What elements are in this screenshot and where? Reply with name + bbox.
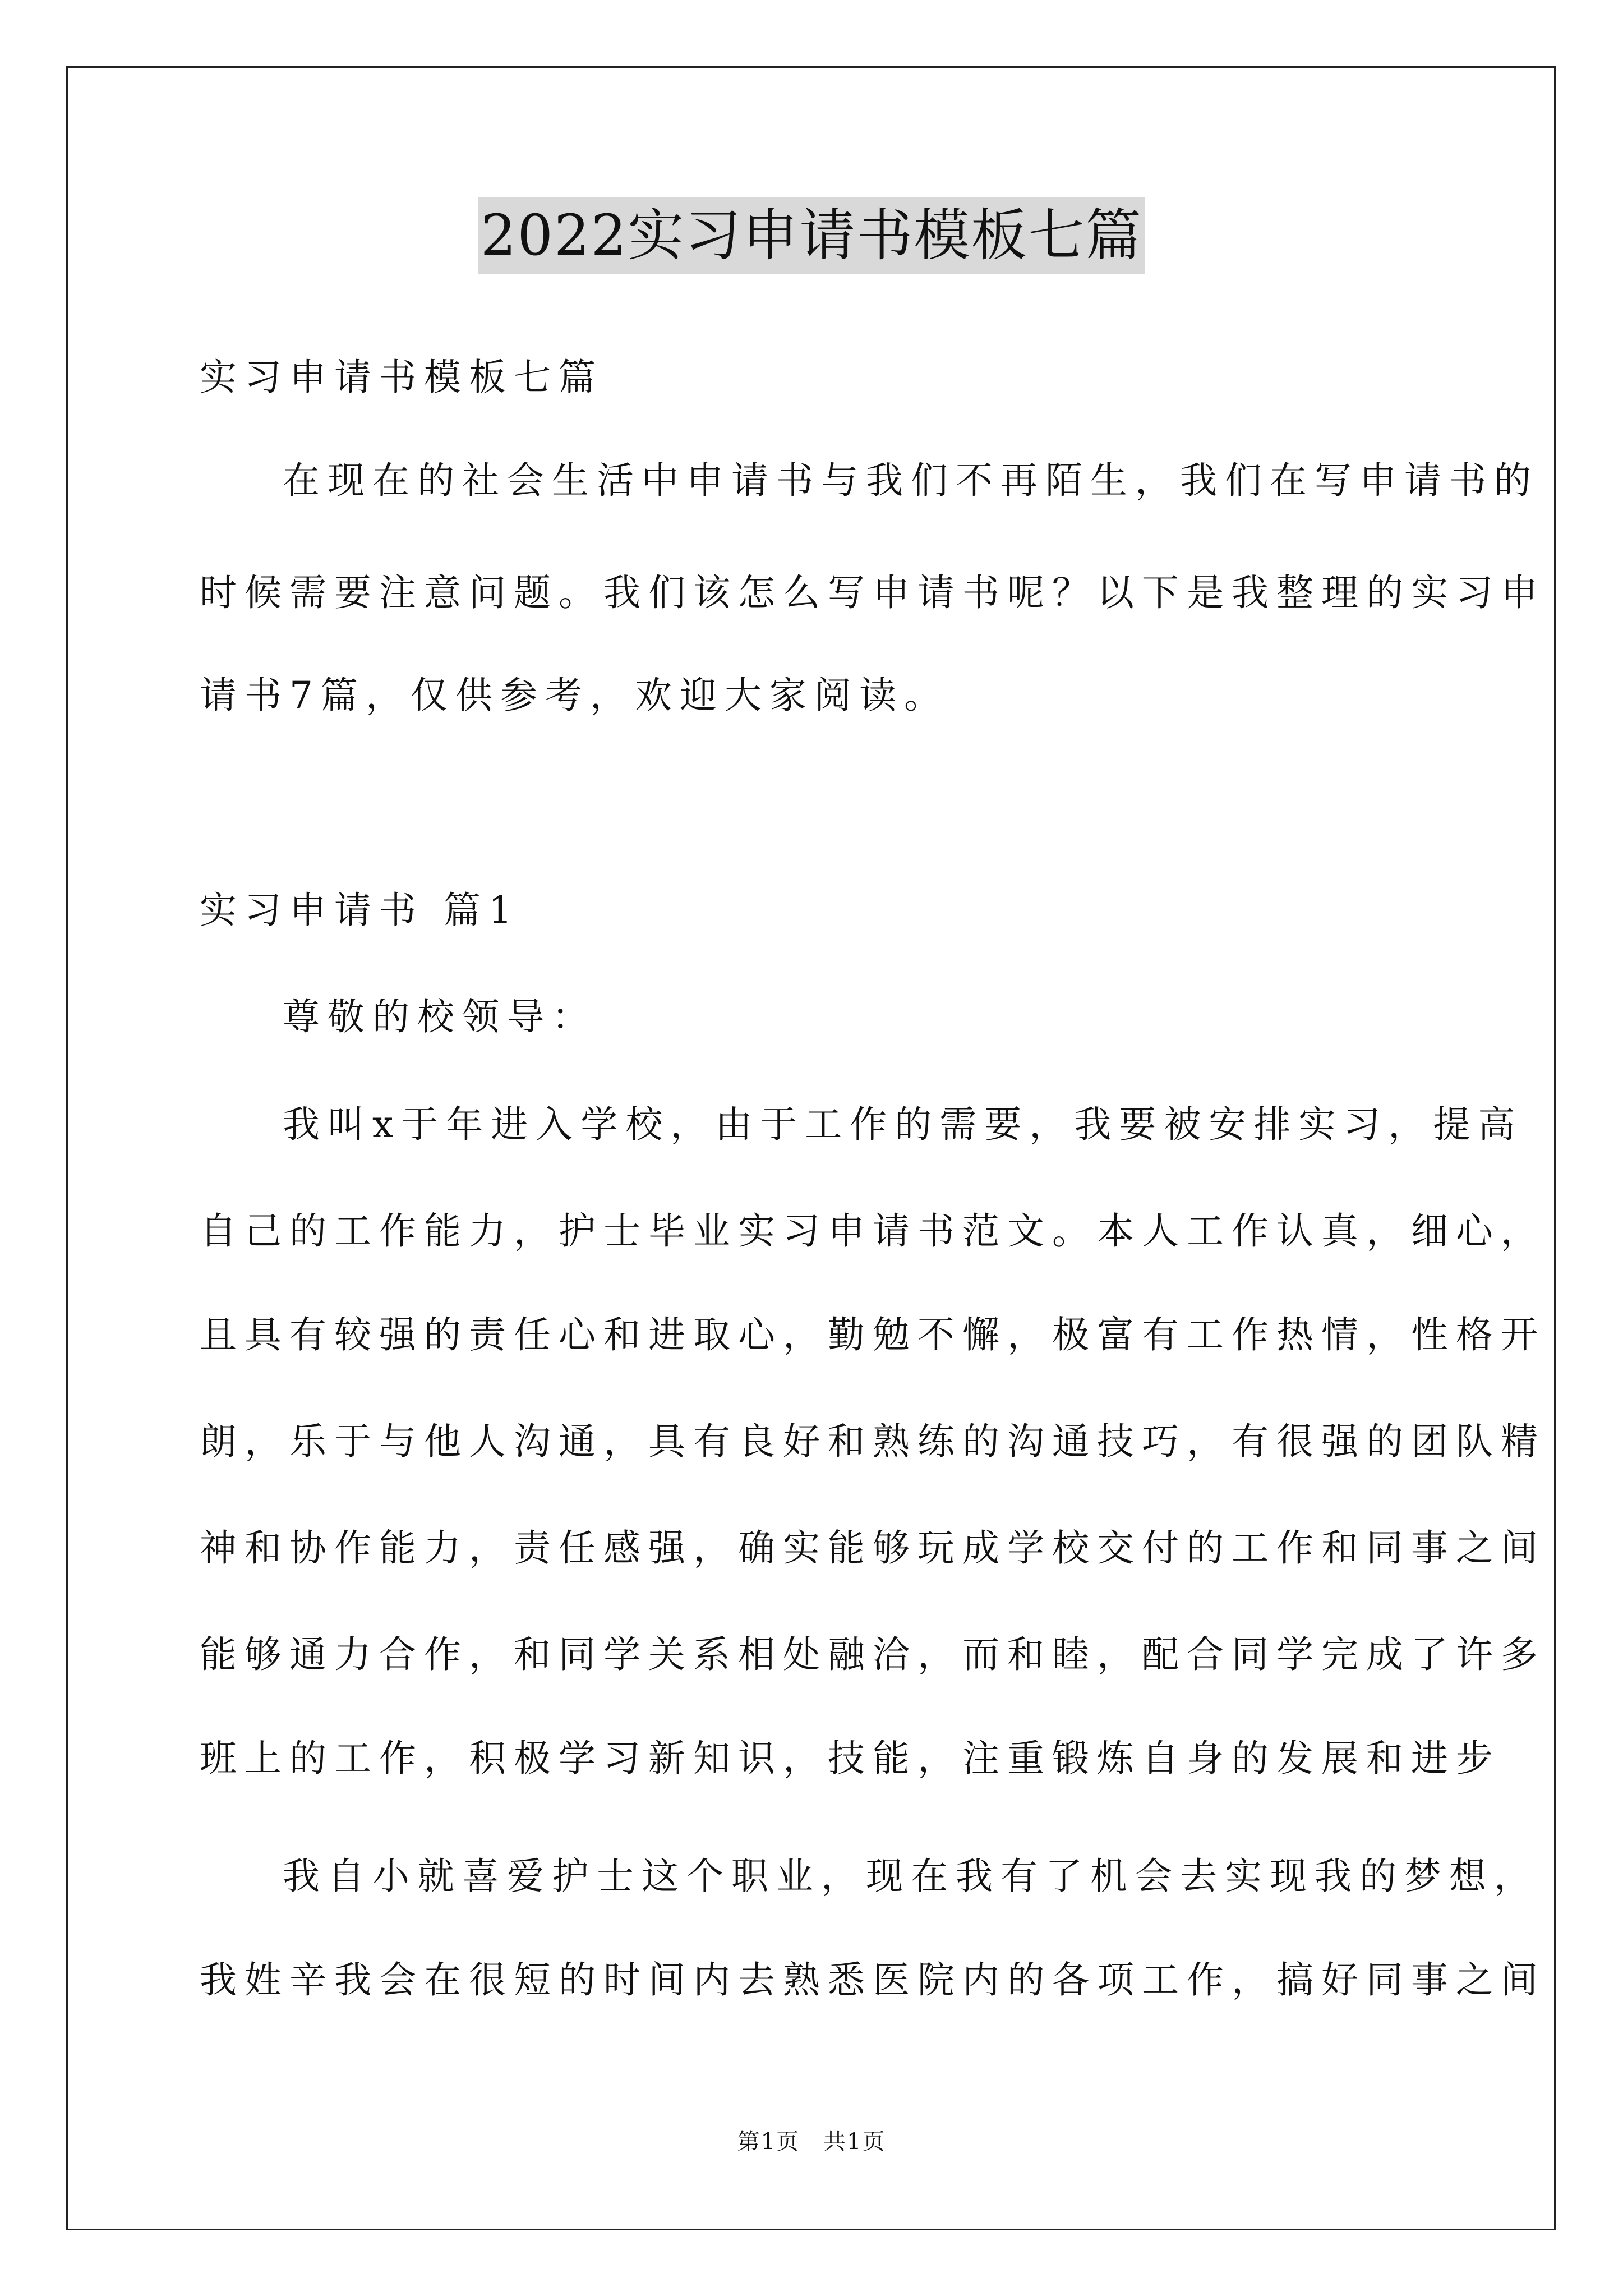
title-container [0,197,1623,274]
paragraph-line: 班上的工作，积极学习新知识，技能，注重锻炼自身的发展和进步 [200,1737,1501,1780]
document-title: 2022实习申请书模板七篇 [478,197,1145,274]
paragraph-line: 自己的工作能力，护士毕业实习申请书范文。本人工作认真，细心， [200,1209,1546,1253]
paragraph-line: 且具有较强的责任心和进取心，勤勉不懈，极富有工作热情，性格开 [200,1313,1546,1356]
paragraph-line: 我自小就喜爱护士这个职业，现在我有了机会去实现我的梦想， [283,1855,1539,1898]
paragraph-line: 朗，乐于与他人沟通，具有良好和熟练的沟通技巧，有很强的团队精 [200,1420,1546,1463]
paragraph-line: 我姓辛我会在很短的时间内去熟悉医院内的各项工作，搞好同事之间 [200,1958,1546,2001]
intro-line: 请书7篇，仅供参考，欢迎大家阅读。 [200,674,949,717]
salutation: 尊敬的校领导： [283,995,597,1038]
paragraph-line: 能够通力合作，和同学关系相处融洽，而和睦，配合同学完成了许多 [200,1633,1546,1676]
intro-line: 在现在的社会生活中申请书与我们不再陌生，我们在写申请书的 [283,459,1539,502]
paragraph-line: 神和协作能力，责任感强，确实能够玩成学校交付的工作和同事之间 [200,1526,1546,1570]
paragraph-line: 我叫x于年进入学校，由于工作的需要，我要被安排实习，提高 [283,1103,1523,1146]
page-footer: 第1页 共1页 [737,2129,886,2155]
subtitle: 实习申请书模板七篇 [200,356,603,399]
section-heading: 实习申请书 篇1 [200,889,520,932]
intro-line: 时候需要注意问题。我们该怎么写申请书呢？以下是我整理的实习申 [200,571,1546,614]
